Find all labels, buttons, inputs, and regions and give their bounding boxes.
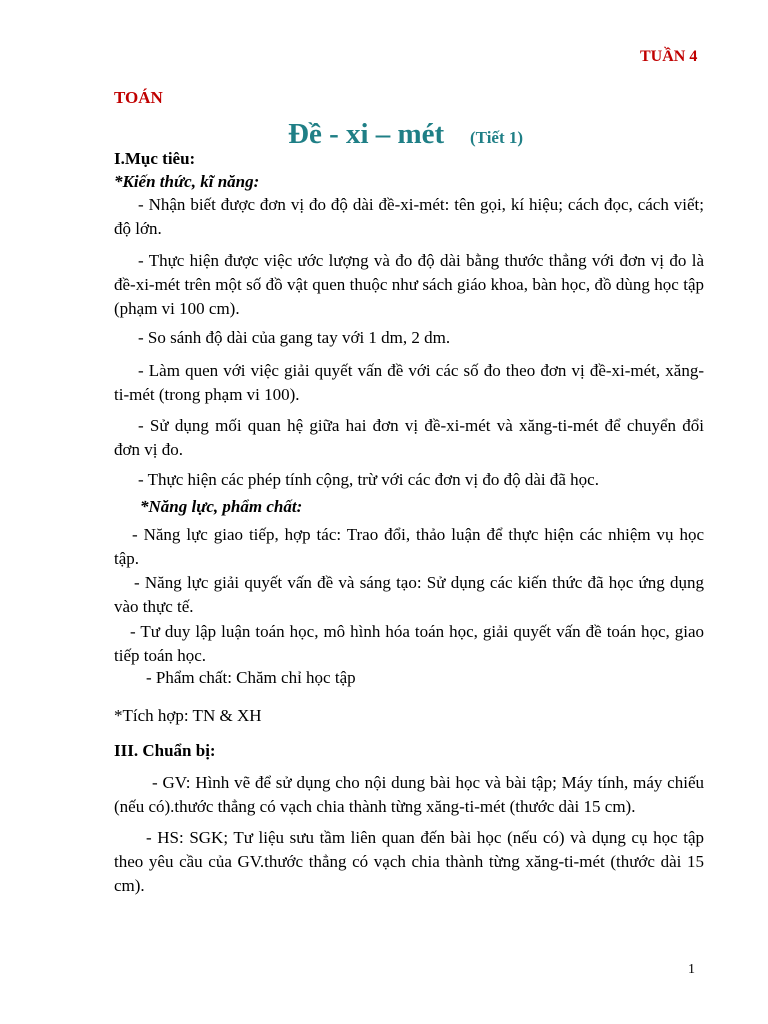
knowledge-item: - Sử dụng mối quan hệ giữa hai đơn vị đề-xi-mét và xăng-ti-mét để chuyển đổi đơn vị đo. — [114, 416, 704, 459]
knowledge-item: - Thực hiện được việc ước lượng và đo độ dài bằng thước thẳng với đơn vị đo là đề-xi-mét trên một số đồ vật quen thuộc như sách giáo khoa, bàn học, đồ dùng học tập (phạm vi 100 cm). — [114, 251, 704, 318]
competency-item: - Năng lực giải quyết vấn đề và sáng tạo: Sử dụng các kiến thức đã học ứng dụng vào thực tế. — [114, 573, 704, 616]
knowledge-heading: *Kiến thức, kĩ năng: — [114, 172, 260, 191]
preparation-item: - GV: Hình vẽ để sử dụng cho nội dung bài học và bài tập; Máy tính, máy chiếu (nếu có).thước thẳng có vạch chia thành từng xăng-ti-mét (thước dài 15 cm). — [114, 773, 704, 816]
subject-label: TOÁN — [114, 88, 163, 107]
knowledge-item: - So sánh độ dài của gang tay với 1 dm, 2 dm. — [138, 328, 451, 347]
knowledge-item: - Thực hiện các phép tính cộng, trừ với các đơn vị đo độ dài đã học. — [138, 470, 599, 489]
quality-item: - Phẩm chất: Chăm chỉ học tập — [146, 668, 356, 687]
knowledge-item: - Nhận biết được đơn vị đo độ dài đề-xi-mét: tên gọi, kí hiệu; cách đọc, cách viết; độ lớn. — [114, 195, 704, 238]
competency-item: - Tư duy lập luận toán học, mô hình hóa toán học, giải quyết vấn đề toán học, giao tiếp toán học. — [114, 622, 704, 665]
competency-heading: *Năng lực, phẩm chất: — [140, 497, 303, 516]
knowledge-item: - Làm quen với việc giải quyết vấn đề với các số đo theo đơn vị đề-xi-mét, xăng- ti-mét (trong phạm vi 100). — [114, 361, 704, 404]
objectives-heading: I.Mục tiêu: — [114, 149, 196, 168]
page-number: 1 — [688, 962, 695, 977]
integration-note: *Tích hợp: TN & XH — [114, 706, 262, 725]
preparation-item: - HS: SGK; Tư liệu sưu tầm liên quan đến bài học (nếu có) và dụng cụ học tập theo yêu cầu của GV.thước thẳng có vạch chia thành từng xăng-ti-mét (thước dài 15 cm). — [114, 828, 704, 895]
competency-item: - Năng lực giao tiếp, hợp tác: Trao đổi, thảo luận để thực hiện các nhiệm vụ học tập. — [114, 525, 704, 568]
lesson-period: (Tiết 1) — [470, 128, 524, 147]
lesson-title: Đề - xi – mét — [288, 118, 445, 150]
week-label: TUẦN 4 — [640, 48, 698, 65]
preparation-heading: III. Chuẩn bị: — [114, 741, 216, 760]
